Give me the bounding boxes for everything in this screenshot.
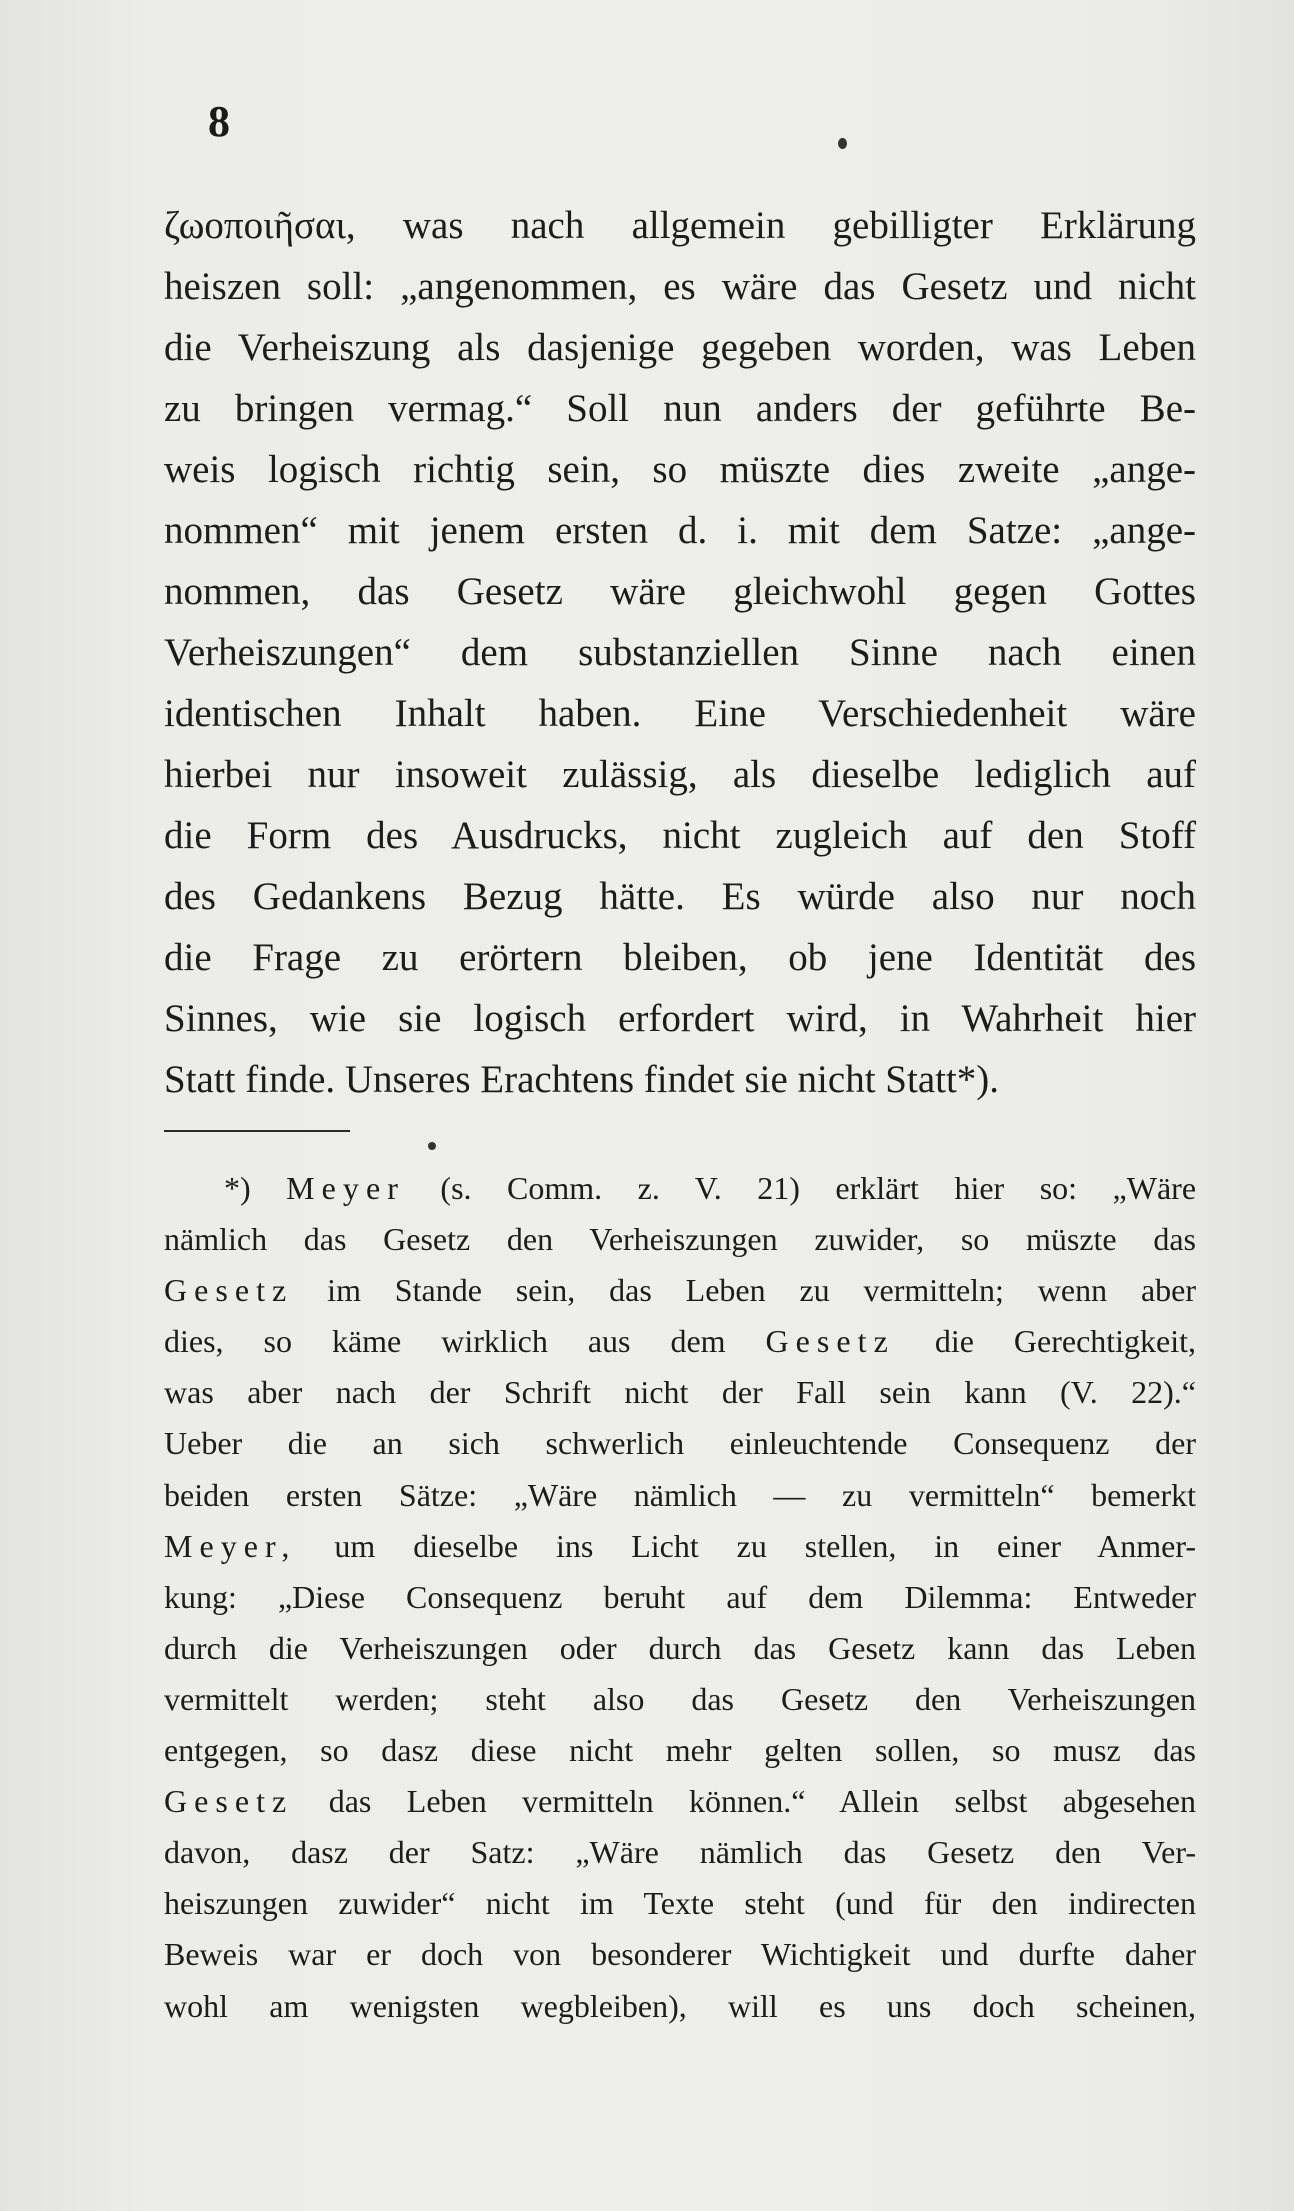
footnote-line: heiszungen zuwider“ nicht im Texte steht (und für den indirecten: [164, 1885, 1196, 1922]
footnote-line: kung: „Diese Consequenz beruht auf dem Dilemma: Entweder: [164, 1578, 1196, 1615]
main-text-block: [164, 195, 1196, 1110]
spaced-name: Meyer: [286, 1170, 405, 1206]
spaced-word: Gesetz: [164, 1783, 294, 1820]
footnote-line: was aber nach der Schrift nicht der Fall sein kann (V. 22).“: [164, 1374, 1196, 1411]
text-line: des Gedankens Bezug hätte. Es würde also nur noch: [164, 875, 1196, 918]
spaced-name: Meyer,: [164, 1527, 297, 1564]
footnote-line: vermittelt werden; steht also das Gesetz den Verheiszungen: [164, 1680, 1196, 1717]
footnote-text: das Leben vermitteln können.“ Allein selbst abgesehen: [328, 1783, 1196, 1820]
footnote-block: [164, 1163, 1196, 2032]
footnote-line: Ueber die an sich schwerlich einleuchtende Consequenz der: [164, 1425, 1196, 1462]
footnote-line: davon, dasz der Satz: „Wäre nämlich das Gesetz den Ver-: [164, 1834, 1196, 1871]
footnote-line: [164, 1265, 1196, 1316]
text-line: die Verheiszung als dasjenige gegeben worden, was Leben: [164, 326, 1196, 369]
ink-speck: [838, 138, 847, 149]
footnote-divider: [164, 1130, 350, 1132]
text-line: die Form des Ausdrucks, nicht zugleich auf den Stoff: [164, 814, 1196, 857]
text-line: identischen Inhalt haben. Eine Verschiedenheit wäre: [164, 692, 1196, 735]
text-line: weis logisch richtig sein, so müszte dies zweite „ange-: [164, 448, 1196, 491]
page-number: 8: [208, 97, 230, 146]
footnote-text: (s. Comm. z. V. 21) erklärt hier so: „Wäre: [440, 1170, 1196, 1206]
text-line: zu bringen vermag.“ Soll nun anders der geführte Be-: [164, 387, 1196, 430]
footnote-line: nämlich das Gesetz den Verheiszungen zuwider, so müszte das: [164, 1221, 1196, 1258]
footnote-line: entgegen, so dasz diese nicht mehr gelten sollen, so musz das: [164, 1732, 1196, 1769]
footnote-line: wohl am wenigsten wegbleiben), will es uns doch scheinen,: [164, 1987, 1196, 2024]
text-line: heiszen soll: „angenommen, es wäre das Gesetz und nicht: [164, 265, 1196, 308]
spaced-word: Gesetz: [765, 1323, 895, 1360]
footnote-text: die Gerechtigkeit,: [934, 1323, 1196, 1360]
footnote-text: im Stande sein, das Leben zu vermitteln; wenn aber: [327, 1272, 1196, 1309]
text-line: nommen, das Gesetz wäre gleichwohl gegen Gottes: [164, 570, 1196, 613]
footnote-text: dies, so käme wirklich aus dem: [164, 1323, 726, 1360]
footnote-line: Beweis war er doch von besonderer Wichtigkeit und durfte daher: [164, 1936, 1196, 1973]
text-line: nommen“ mit jenem ersten d. i. mit dem Satze: „ange-: [164, 509, 1196, 552]
footnote-text: um dieselbe ins Licht zu stellen, in einer Anmer-: [334, 1527, 1196, 1564]
footnote-line: beiden ersten Sätze: „Wäre nämlich — zu vermitteln“ bemerkt: [164, 1476, 1196, 1513]
footnote-line: [164, 1776, 1196, 1827]
footnote-line: [164, 1521, 1196, 1572]
footnote-line: [164, 1163, 1196, 1214]
spaced-word: Gesetz: [164, 1272, 294, 1309]
footnote-marker: *): [224, 1170, 251, 1206]
text-line: hierbei nur insoweit zulässig, als dieselbe lediglich auf: [164, 753, 1196, 796]
text-line: die Frage zu erörtern bleiben, ob jene Identität des: [164, 936, 1196, 979]
text-line: Statt finde. Unseres Erachtens findet sie nicht Statt*).: [164, 1058, 1000, 1101]
text-line: Sinnes, wie sie logisch erfordert wird, in Wahrheit hier: [164, 997, 1196, 1040]
ink-speck: [428, 1142, 436, 1150]
footnote-line: durch die Verheiszungen oder durch das Gesetz kann das Leben: [164, 1629, 1196, 1666]
footnote-line: [164, 1316, 1196, 1367]
text-line: ζωοποιῆσαι, was nach allgemein gebilligter Erklärung: [164, 204, 1196, 247]
text-line: Verheiszungen“ dem substanziellen Sinne nach einen: [164, 631, 1196, 674]
